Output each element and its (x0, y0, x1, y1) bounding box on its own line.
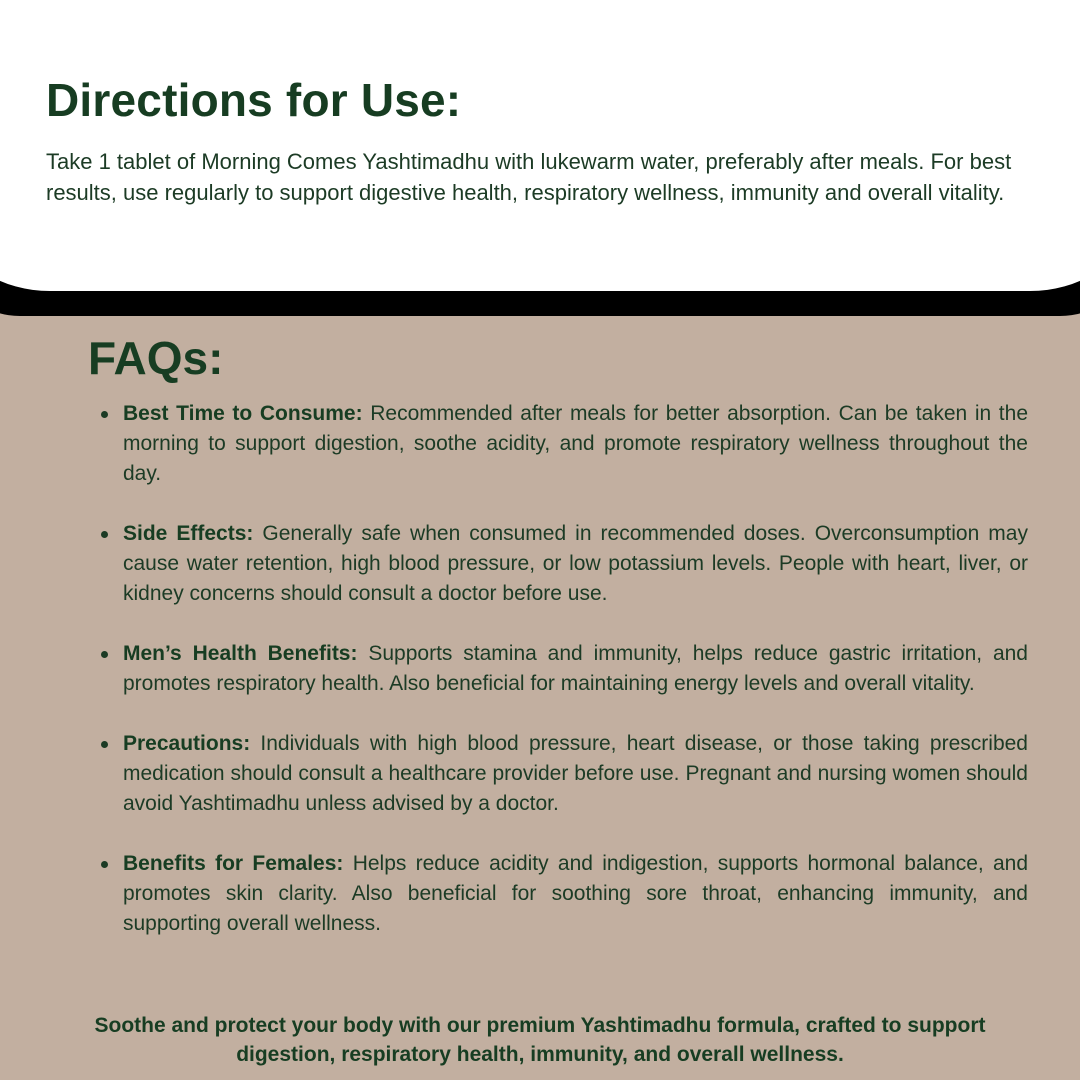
bullet-icon (101, 861, 108, 868)
faq-term: Men’s Health Benefits: (123, 642, 358, 665)
faq-text: Generally safe when consumed in recommended doses. Overconsumption may cause water retention, high blood pressure, or low potassium levels. People with heart, liver, or kidney concerns should consult a doctor before use. (123, 522, 1028, 605)
faq-item-precautions (88, 729, 1028, 819)
directions-heading: Directions for Use: (46, 74, 462, 126)
faq-term: Side Effects: (123, 522, 254, 545)
faq-text: Helps reduce acidity and indigestion, supports hormonal balance, and promotes skin clarity. Also beneficial for soothing sore throat, enhancing immunity, and supporting overall wellness. (123, 852, 1028, 935)
bullet-icon (101, 531, 108, 538)
closing-statement: Soothe and protect your body with our premium Yashtimadhu formula, crafted to support digestion, respiratory health, immunity, and overall wellness. (94, 1014, 986, 1066)
directions-section (46, 72, 1036, 208)
faq-item-females (88, 849, 1028, 939)
faq-text: Individuals with high blood pressure, heart disease, or those taking prescribed medication should consult a healthcare provider before use. Pregnant and nursing women should avoid Yashtimadhu unless advised by a doctor. (123, 732, 1028, 815)
faq-text: Supports stamina and immunity, helps reduce gastric irritation, and promotes respiratory health. Also beneficial for maintaining energy levels and overall vitality. (123, 642, 1028, 695)
faq-item-best-time (88, 399, 1028, 489)
faq-term: Precautions: (123, 732, 251, 755)
bullet-icon (101, 411, 108, 418)
faq-item-side-effects (88, 519, 1028, 609)
faq-text: Recommended after meals for better absorption. Can be taken in the morning to support digestion, soothe acidity, and promote respiratory wellness throughout the day. (123, 402, 1028, 485)
faqs-section (88, 330, 1028, 969)
directions-text: Take 1 tablet of Morning Comes Yashtimadhu with lukewarm water, preferably after meals. For best results, use regularly to support digestive health, respiratory wellness, immunity and overall vitality. (46, 149, 1012, 205)
bullet-icon (101, 651, 108, 658)
faqs-heading: FAQs: (88, 332, 224, 384)
faq-term: Benefits for Females: (123, 852, 344, 875)
faq-list (88, 399, 1028, 939)
faq-item-mens-health (88, 639, 1028, 699)
faq-term: Best Time to Consume: (123, 402, 363, 425)
bullet-icon (101, 741, 108, 748)
